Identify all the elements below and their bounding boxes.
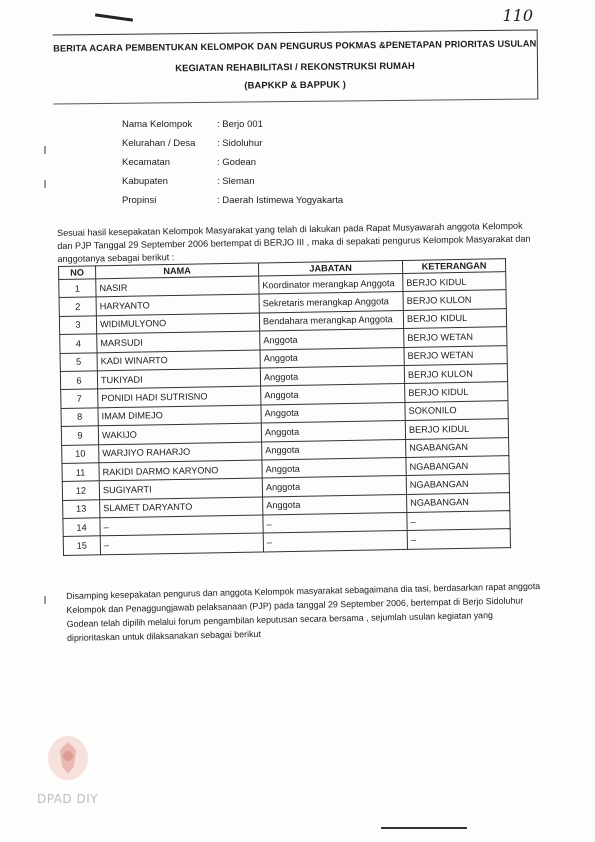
info-label: Kelurahan / Desa xyxy=(122,138,196,149)
margin-mark xyxy=(44,596,46,604)
cell-jabatan: Anggota xyxy=(260,365,404,386)
info-value: : Sidoluhur xyxy=(217,138,263,149)
info-value: : Berjo 001 xyxy=(217,119,263,130)
cell-jabatan: Anggota xyxy=(262,439,406,460)
header-title-line1: BERITA ACARA PEMBENTUKAN KELOMPOK DAN PENGURUS POKMAS &PENETAPAN PRIORITAS USULAN xyxy=(53,38,537,54)
cell-keterangan: BERJO KULON xyxy=(404,364,507,384)
info-value: : Godean xyxy=(217,157,257,168)
cell-nama: TUKIYADI xyxy=(97,368,260,389)
cell-no: 10 xyxy=(62,444,99,463)
cell-jabatan: Koordinator merangkap Anggota xyxy=(259,273,403,294)
info-value: : Daerah Istimewa Yogyakarta xyxy=(217,195,344,206)
cell-jabatan: Anggota xyxy=(263,494,407,515)
cell-no: 7 xyxy=(61,389,98,408)
column-header-keterangan: KETERANGAN xyxy=(402,259,505,274)
pen-mark xyxy=(381,827,467,829)
cell-jabatan: Anggota xyxy=(261,402,405,423)
info-label: Nama Kelompok xyxy=(122,119,193,130)
info-value: : Sleman xyxy=(217,176,255,187)
cell-nama: – xyxy=(100,515,263,536)
header-title-line3: (BAPKKP & BAPPUK ) xyxy=(244,78,347,91)
cell-keterangan: BERJO WETAN xyxy=(404,345,507,365)
cell-nama: PONIDI HADI SUTRISNO xyxy=(98,386,261,407)
cell-keterangan: NGABANGAN xyxy=(407,492,510,512)
cell-jabatan: Anggota xyxy=(260,347,404,368)
cell-keterangan: BERJO WETAN xyxy=(404,327,507,347)
cell-keterangan: BERJO KULON xyxy=(403,290,506,310)
cell-nama: KADI WINARTO xyxy=(97,350,260,371)
cell-keterangan: NGABANGAN xyxy=(406,437,509,457)
info-label: Kabupaten xyxy=(122,176,168,187)
cell-no: 14 xyxy=(63,518,100,537)
cell-nama: MARSUDI xyxy=(97,331,260,352)
cell-no: 8 xyxy=(61,408,98,427)
cell-nama: WIDIMULYONO xyxy=(96,313,259,334)
cell-nama: SLAMET DARYANTO xyxy=(100,497,263,518)
cell-nama: NASIR xyxy=(96,276,259,297)
members-table xyxy=(58,258,511,556)
column-header-nama: NAMA xyxy=(96,263,259,279)
cell-nama: – xyxy=(100,533,263,554)
cell-jabatan: Anggota xyxy=(261,421,405,442)
info-label: Propinsi xyxy=(122,195,157,206)
cell-jabatan: – xyxy=(263,513,407,534)
margin-mark xyxy=(44,180,46,188)
cell-keterangan: SOKONILO xyxy=(405,400,508,420)
cell-jabatan: Anggota xyxy=(262,457,406,478)
cell-nama: RAKIDI DARMO KARYONO xyxy=(99,460,262,481)
cell-keterangan: – xyxy=(407,511,510,531)
cell-keterangan: NGABANGAN xyxy=(406,474,509,494)
cell-jabatan: Anggota xyxy=(262,476,406,497)
red-crest-seal-icon xyxy=(46,734,90,782)
cell-no: 15 xyxy=(63,536,100,555)
cell-nama: SUGIYARTI xyxy=(99,478,262,499)
cell-no: 6 xyxy=(60,371,97,390)
cell-jabatan: Anggota xyxy=(260,329,404,350)
cell-keterangan: BERJO KIDUL xyxy=(405,419,508,439)
cell-keterangan: – xyxy=(407,529,510,549)
intro-paragraph: Sesuai hasil kesepakatan Kelompok Masyarakat yang telah di lakukan pada Rapat Musyawarah anggota Kelompok dan PJP Tanggal 29 September 2006 bertempat di BERJO III , maka di sepakati pengurus Kelompok Masyarakat dan anggotanya sebagai berikut : xyxy=(57,220,531,264)
cell-no: 4 xyxy=(60,334,97,353)
cell-no: 2 xyxy=(59,297,96,316)
pen-mark xyxy=(95,13,133,21)
cell-jabatan: – xyxy=(263,531,407,552)
cell-no: 1 xyxy=(59,279,96,298)
cell-no: 13 xyxy=(63,499,100,518)
cell-keterangan: BERJO KIDUL xyxy=(405,382,508,402)
cell-nama: HARYANTO xyxy=(96,294,259,315)
column-header-jabatan: JABATAN xyxy=(258,260,402,276)
archive-watermark: DPAD DIY xyxy=(37,792,99,806)
cell-no: 12 xyxy=(62,481,99,500)
cell-no: 3 xyxy=(59,316,96,335)
column-header-no: NO xyxy=(59,266,96,280)
cell-jabatan: Sekretaris merangkap Anggota xyxy=(259,292,403,313)
cell-keterangan: BERJO KIDUL xyxy=(403,272,506,292)
cell-jabatan: Anggota xyxy=(261,384,405,405)
cell-keterangan: BERJO KIDUL xyxy=(403,308,506,328)
closing-paragraph: Disamping kesepakatan pengurus dan anggota Kelompok masyarakat sebagaimana dia tasi, berdasarkan rapat anggota Kelompok dan Penaggungjawab pelaksanaan (PJP) pada tanggal 29 September 2006, bertempat di Berjo Sidoluhur Godean telah dipilih melalui forum pengambilan keputusan secara bersama , sejumlah usulan kegiatan yang diprioritaskan untuk dilaksanakan sebagai berikut xyxy=(66,581,541,643)
cell-no: 11 xyxy=(62,463,99,482)
page-number: 110 xyxy=(502,6,533,25)
cell-no: 5 xyxy=(60,352,97,371)
margin-mark xyxy=(44,146,46,154)
header-title-line2: KEGIATAN REHABILITASI / REKONSTRUKSI RUMAH xyxy=(175,59,415,74)
document-header xyxy=(53,29,539,104)
cell-jabatan: Bendahara merangkap Anggota xyxy=(259,310,403,331)
cell-nama: WARJIYO RAHARJO xyxy=(99,441,262,462)
cell-nama: IMAM DIMEJO xyxy=(98,405,261,426)
cell-no: 9 xyxy=(61,426,98,445)
cell-nama: WAKIJO xyxy=(98,423,261,444)
info-label: Kecamatan xyxy=(122,157,171,168)
cell-keterangan: NGABANGAN xyxy=(406,456,509,476)
